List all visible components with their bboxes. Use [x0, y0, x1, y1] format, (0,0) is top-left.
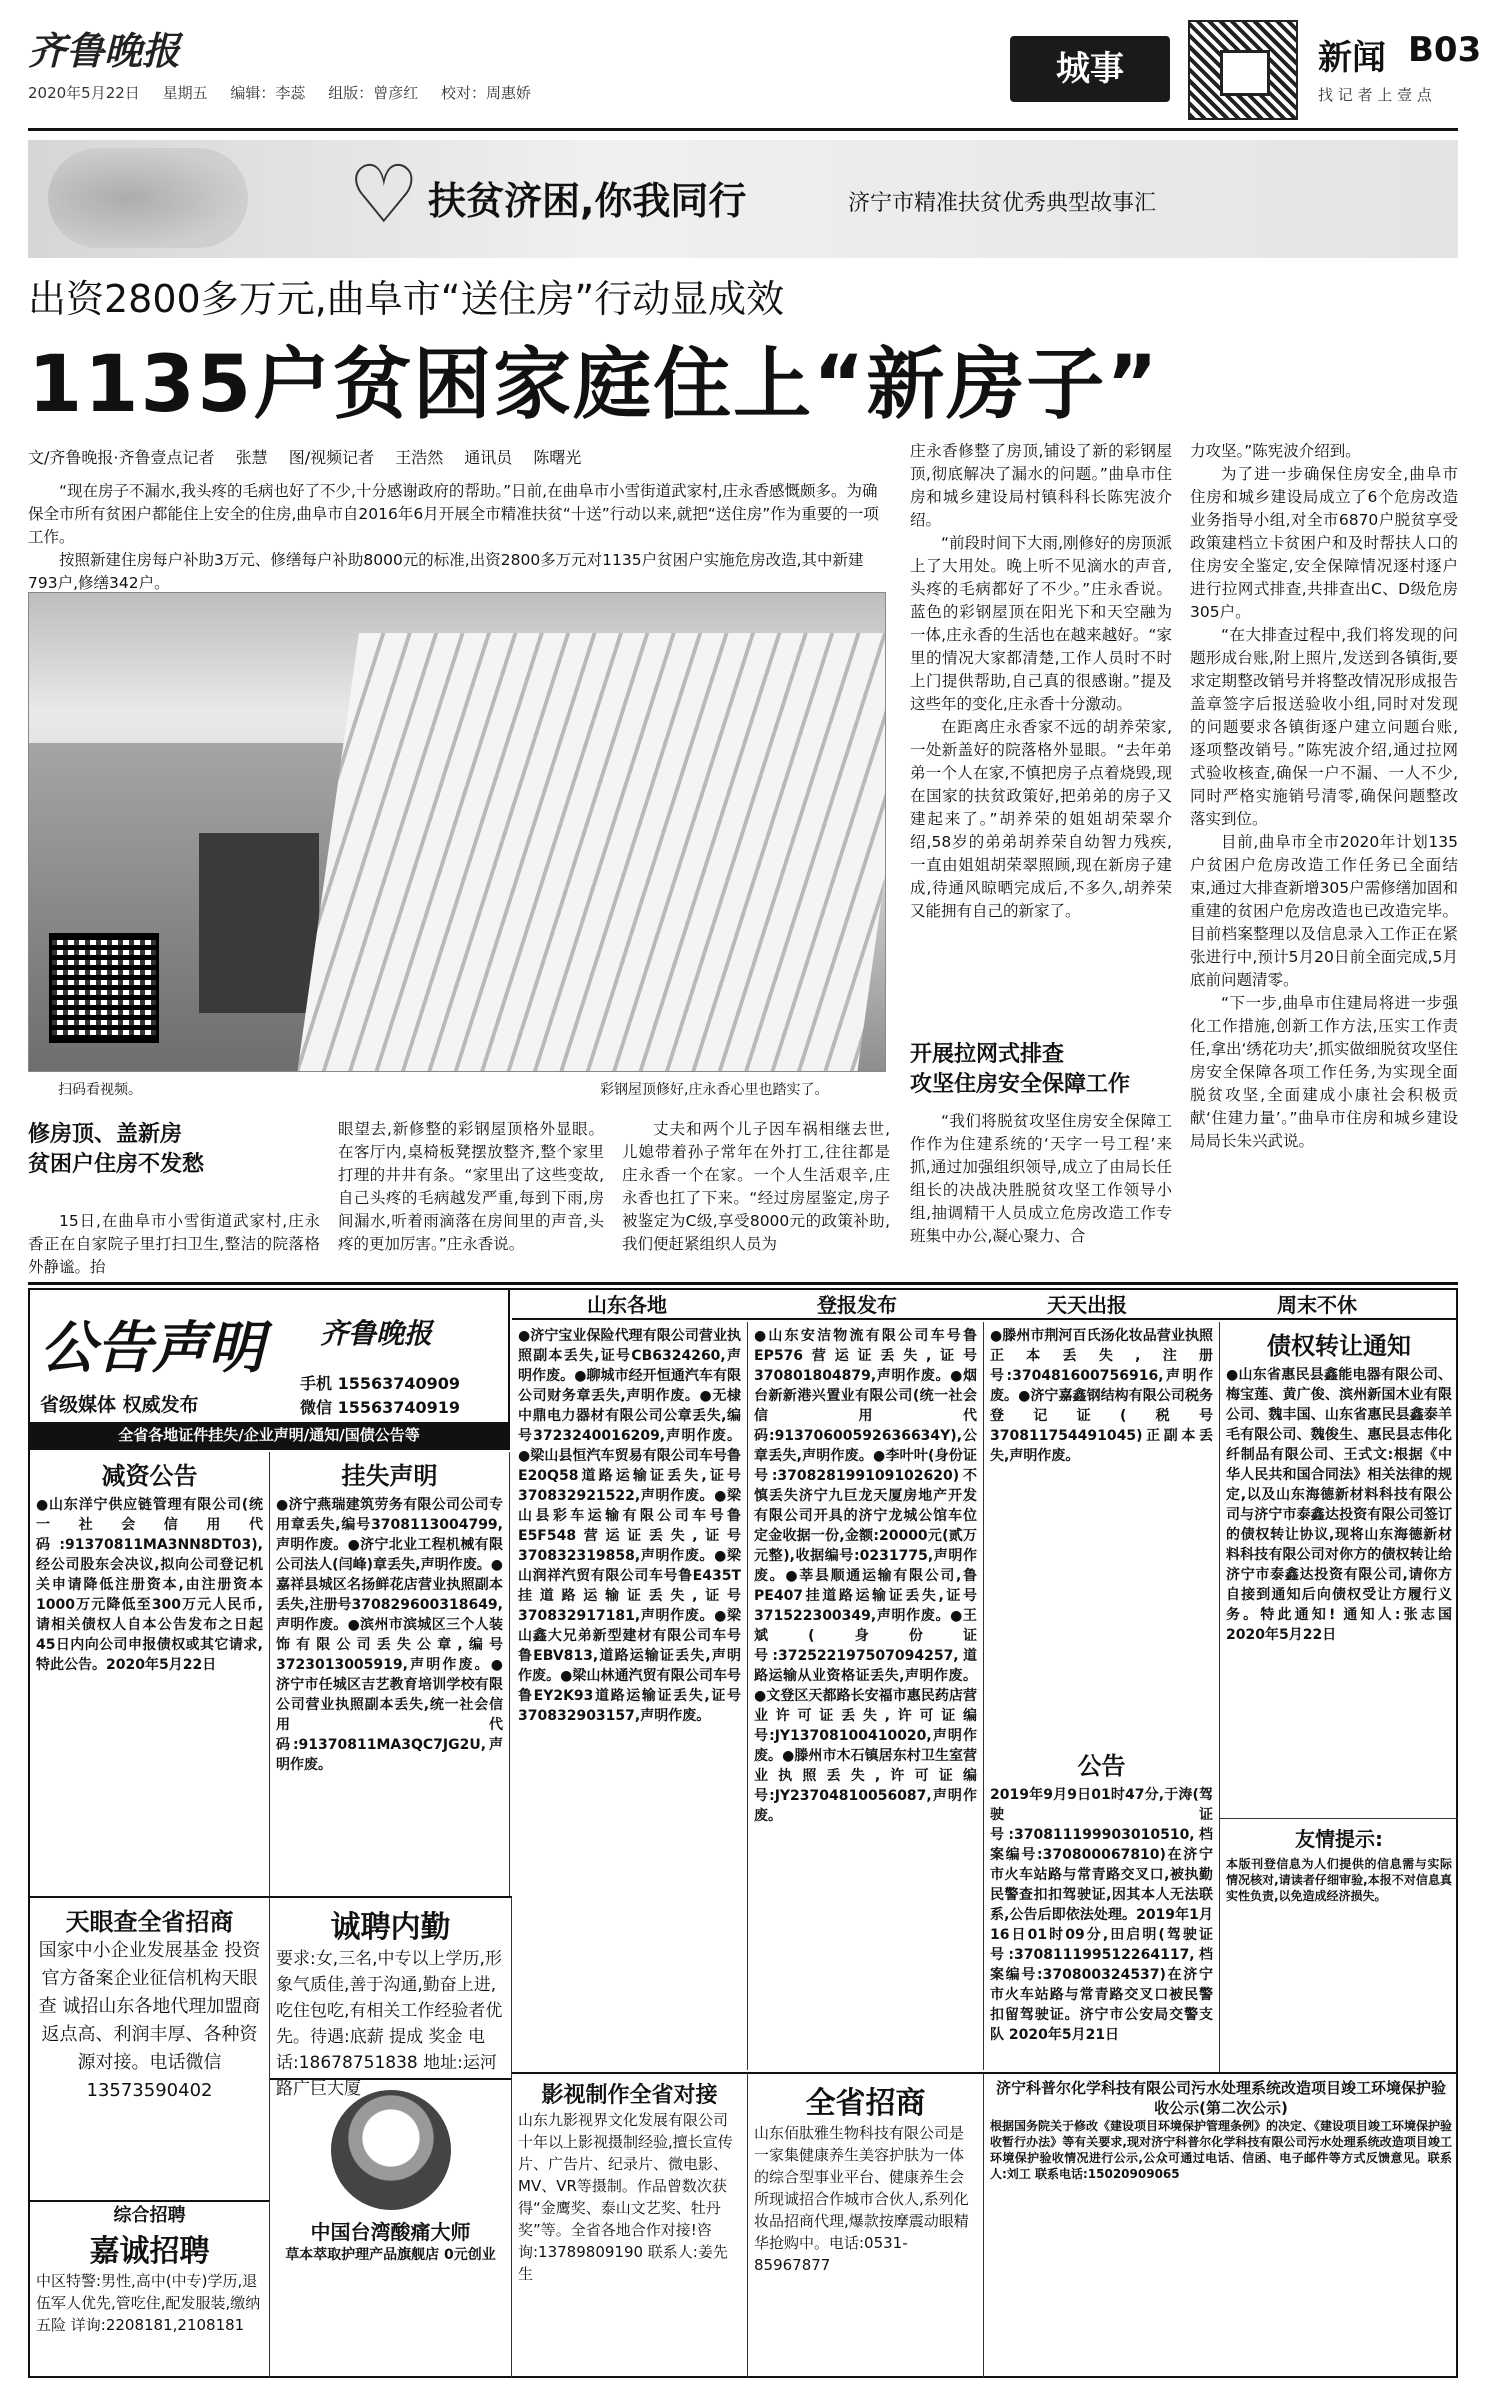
paragraph: 力攻坚。”陈宪波介绍到。	[1190, 442, 1361, 460]
paragraph: “我们将脱贫攻坚住房安全保障工作作为住建系统的‘天字一号工程’来抓,通过加强组织领导,成立了由局长任组长的决战决胜脱贫攻坚工作领导小组,抽调精干人员成立危房改造工作专班集中办公,凝心聚力、合	[910, 1112, 1172, 1245]
paragraph: “在大排查过程中,我们将发现的问题形成台账,附上照片,发送到各镇街,要求定期整改销号并将整改情况形成报告盖章签字后报送验收小组,同时对发现的问题要求各镇街逐户建立问题台账,逐项整改销号。”陈宪波介绍,通过拉网式验收核查,确保一户不漏、一人不少,同时严格实施销号清零,确保问题整改落实到位。	[1190, 626, 1458, 828]
topbar-item: 天天出报	[1047, 1293, 1127, 1317]
paragraph: 15日,在曲阜市小雪街道武家村,庄永香正在自家院子里打扫卫生,整洁的院落格外静谧。抬	[28, 1212, 320, 1276]
ad-text: ●山东洋宁供应链管理有限公司(统一社会信用代码:91370811MA3NN8DT03),经公司股东会决议,拟向公司登记机关申请降低注册资本,由注册资本1000万元降低至300万元人民币,请相关债权人自本公告发布之日起45日内向公司申报债权或其它请求,特此公告。2020年5月22日	[36, 1497, 263, 1673]
byline-part: 王浩然	[395, 448, 444, 467]
ad-title: 友情提示:	[1295, 1827, 1383, 1851]
video-qr-code-icon[interactable]	[49, 933, 159, 1043]
ad-title: 公告	[1077, 1752, 1126, 1780]
paragraph: 目前,曲阜市全市2020年计划135户贫困户危房改造工作任务已全面结束,通过大排查新增305户需修缮加固和重建的贫困户危房改造也已改造完毕。目前档案整理以及信息录入工作正在紧张进行中,预计5月20日前全面完成,5月底前问题清零。	[1190, 833, 1458, 989]
topbar-item: 周末不休	[1277, 1293, 1357, 1317]
ad-friendly-tip	[1220, 1818, 1458, 1968]
ad-text: ●山东安洁物流有限公司车号鲁EP576营运证丢失,证号370801804879,声明作废。●烟台新新港兴置业有限公司(统一社会信用代码:91370600592636634Y),公章丢失,声明作废。●李叶叶(身份证号:370828199109102620)不慎丢失济宁九巨龙天厦房地产开发有限公司开具的济宁龙城公馆车位定金收据一份,金额:20000元(贰万元整),收据编号:0231775,声明作废。●莘县顺通运输有限公司,鲁PE407挂道路运输证丢失,证号371522300349,声明作废。●王斌(身份证号:372522197507094257,道路运输从业资格证丢失,声明作废。●文登区天都路长安福市惠民药店营业许可证丢失,许可证编号:JY13708100410020,声明作废。●滕州市木石镇居东村卫生室营业执照丢失,许可证编号:JY23704810056087,声明作废。	[754, 1328, 977, 1824]
ad-text: 中区特警:男性,高中(中专)学历,退伍军人优先,管吃住,配发服装,缴纳五险 详询:2208181,2108181	[36, 2272, 261, 2334]
ad-title: 影视制作全省对接	[541, 2083, 718, 2108]
paragraph: “下一步,曲阜市住建局将进一步强化工作措施,创新工作方法,压实工作责任,拿出‘绣花功夫’,抓实做细脱贫攻坚住房安全保障各项工作任务,为实现全面脱贫攻坚,全面建成小康社会积极贡献‘住建力量’。”曲阜市住房和城乡建设局局长朱兴武说。	[1190, 994, 1458, 1150]
qr-code-icon	[1188, 20, 1298, 120]
ad-title: 综合招聘	[113, 2205, 186, 2226]
ads-topbar	[512, 1290, 1458, 1320]
ad-text: 2019年9月9日01时47分,于涛(驾驶证号:370811199903010510,档案编号:370800067810)在济宁市火车站路与常青路交叉口,被执勤民警查扣扣驾驶证,因其本人无法联系,公告后即依法处理。2019年1月16日01时09分,田启明(驾驶证号:370811199512264117,档案编号:370800324537)在济宁市火车站路与常青路交叉口被民警扣留驾驶证。济宁市公安局交警支队 2020年5月21日	[990, 1787, 1213, 2043]
ad-title: 诚聘内勤	[330, 1910, 451, 1945]
classified-ads	[28, 1288, 1458, 2378]
topbar-item: 山东各地	[587, 1293, 667, 1317]
subhead-line: 贫困户住房不发愁	[28, 1152, 205, 1177]
subhead-line: 攻坚住房安全保障工作	[910, 1072, 1131, 1097]
masthead	[28, 20, 1482, 140]
photo-steel-roof	[297, 633, 886, 1072]
photo-caption: 彩钢屋顶修好,庄永香心里也踏实了。	[600, 1082, 829, 1098]
banner-title: 扶贫济困,你我同行	[428, 179, 747, 223]
ad-pain-relief	[270, 2078, 512, 2378]
ad-text: 要求:女,三名,中专以上学历,形象气质佳,善于沟通,勤奋上进,吃住包吃,有相关工作经验者优先。待遇:底薪 提成 奖金 电话:18678751838 地址:运河路广巨大厦	[276, 1949, 503, 2099]
subhead-line: 开展拉网式排查	[910, 1042, 1065, 1067]
paragraph: “前段时间下大雨,刚修好的房顶派上了大用处。晚上听不见滴水的声音,头疼的毛病都好了不少。”庄永香说。蓝色的彩钢屋顶在阳光下和天空融为一体,庄永香的生活也在越来越好。“家里的情况大家都清楚,工作人员时不时上门提供帮助,自己真的很感谢。”提及这些年的变化,庄永香十分激动。	[910, 534, 1172, 713]
article-headline: 1135户贫困家庭住上“新房子”	[28, 340, 1160, 430]
ad-environment-notice	[984, 2072, 1458, 2372]
paragraph: 在距离庄永香家不远的胡养荣家,一处新盖好的院落格外显眼。“去年弟弟一个人在家,不慎把房子点着烧毁,现在国家的扶贫政策好,把弟弟的房子又建起来了。”胡养荣的姐姐胡荣翠介绍,58岁的弟弟胡养荣自幼智力残疾,一直由姐姐胡荣翠照顾,现在新房子建成,待通风晾晒完成后,不多久,胡养荣又能拥有自己的新家了。	[910, 718, 1172, 920]
ad-text: 根据国务院关于修改《建设项目环境保护管理条例》的决定、《建设项目竣工环境保护验收暂行办法》等有关要求,现对济宁科普尔化学科技有限公司污水处理系统改造项目竣工环境保护验收情况进行公示,公众可通过电话、信函、电子邮件等方式反馈意见。联系人:刘工 联系电话:15020909065	[990, 2119, 1453, 2181]
ad-listings	[748, 1322, 984, 2070]
paragraph: 为了进一步确保住房安全,曲阜市住房和城乡建设局成立了6个危房改造业务指导小组,对全市6870户脱贫享受政策建档立卡贫困户和及时帮扶人口的住房安全鉴定,安全保障情况逐村逐户进行拉网式排查,共排查出C、D级危房305户。	[1190, 465, 1458, 621]
ad-title: 债权转让通知	[1267, 1332, 1411, 1360]
ad-subtitle: 嘉诚招聘	[89, 2234, 210, 2269]
ad-text: 草本萃取护理产品旗舰店 0元创业	[285, 2247, 496, 2263]
article-column	[910, 440, 1172, 923]
subhead-1	[28, 1120, 328, 1180]
ad-text: ●山东省惠民县鑫能电器有限公司、梅宝莲、黄广俊、滨州新国木业有限公司、魏丰国、山东省惠民县鑫泰羊毛有限公司、魏俊生、惠民县志伟化纤制品有限公司、王式文:根据《中华人民共和国合同法》相关法律的规定,以及山东海德新材料科技有限公司与济宁市泰鑫达投资有限公司签订的债权转让协议,现将山东海德新材料科技有限公司对你方的债权转让给济宁市泰鑫达投资有限公司,请你方自接到通知后向债权受让方履行义务。特此通知! 通知人:张志国 2020年5月22日	[1226, 1367, 1452, 1643]
editor-credit: 编辑：李蕊	[230, 84, 306, 102]
masthead-divider	[28, 128, 1458, 131]
ads-header-logo: 齐鲁晚报	[320, 1317, 433, 1350]
ad-text: 山东九影视界文化发展有限公司十年以上影视摄制经验,擅长宣传片、广告片、纪录片、微电影、MV、VR等摄制。作品曾数次获得“金鹰奖、泰山文艺奖、牡丹奖”等。全省各地合作对接!咨询:13789809190 联系人:姜先生	[518, 2111, 733, 2283]
ad-text: 山东佰肽雅生物科技有限公司是一家集健康养生美容护肤为一体的综合型事业平台、健康养生会所现诚招合作城市合伙人,系列化妆品招商代理,爆款按摩震动眼精华抢购中。电话:0531-85967877	[754, 2124, 969, 2274]
lead-paragraph: 按照新建住房每户补助3万元、修缮每户补助8000元的标准,出资2800多万元对1135户贫困户实施危房改造,其中新建793户,修缮342户。	[28, 551, 864, 592]
proof-credit: 校对：周惠娇	[440, 84, 531, 102]
section-tab: 城事	[1010, 36, 1170, 102]
find-reporter: 找 记 者 上 壹 点	[1318, 86, 1432, 104]
issue-weekday: 星期五	[162, 84, 208, 102]
article-photo	[28, 592, 886, 1072]
ad-title: 中国台湾酸痛大师	[310, 2220, 471, 2244]
ads-wechat: 微信 15563740919	[300, 1398, 461, 1417]
byline	[28, 445, 597, 468]
ad-general-hiring	[30, 2200, 270, 2378]
ads-phone: 手机 15563740909	[300, 1374, 461, 1393]
article-column	[338, 1118, 604, 1256]
photo-door	[199, 833, 319, 1013]
ad-listings	[984, 1322, 1220, 1742]
banner-subtitle: 济宁市精准扶贫优秀典型故事汇	[848, 191, 1157, 216]
ad-title: 全省招商	[805, 2086, 926, 2121]
ad-film-production	[512, 2072, 748, 2378]
byline-part: 文/齐鲁晚报·齐鲁壹点记者	[28, 448, 215, 467]
article-lead	[28, 480, 888, 595]
portrait-illustration	[331, 2090, 451, 2210]
ad-title: 挂失声明	[341, 1462, 438, 1490]
ad-text: ●济宁宝业保险代理有限公司营业执照副本丢失,证号CB6324260,声明作废。●聊城市经开恒通汽车有限公司财务章丢失,声明作废。●无棣中鼎电力器材有限公司公章丢失,编号3723240016209,声明作废。●梁山县恒汽车贸易有限公司车号鲁E20Q58道路运输证丢失,证号370832921522,声明作废。●梁山县彩车运输有限公司车号鲁E5F548营运证丢失,证号370832319858,声明作废。●梁山润祥汽贸有限公司车号鲁E435T挂道路运输证丢失,证号370832917181,声明作废。●梁山鑫大兄弟新型建材有限公司车号鲁EBV813,道路运输证丢失,声明作废。●梁山林通汽贸有限公司车号鲁EY2K93道路运输证丢失,证号370832903157,声明作废。	[518, 1328, 741, 1724]
ad-text: ●滕州市荆河百氏汤化妆品营业执照正本丢失,注册号:370481600756916,声明作废。●济宁嘉鑫钢结构有限公司税务登记证(税号370811754491045)正副本丢失,声明作废。	[990, 1328, 1213, 1464]
ad-text: 本版刊登信息为人们提供的信息需与实际情况核对,请读者仔细审验,本报不对信息真实性负责,以免造成经济损失。	[1226, 1857, 1452, 1903]
heart-icon: ♡	[348, 148, 420, 241]
article-kicker: 出资2800多万元,曲阜市“送住房”行动显成效	[28, 277, 785, 321]
ad-loss-notice	[270, 1452, 510, 1896]
article-column	[910, 1110, 1172, 1248]
ads-header-title: 公告声明	[40, 1316, 264, 1381]
topbar-item: 登报发布	[817, 1293, 897, 1317]
ad-title: 济宁科普尔化学科技有限公司污水处理系统改造项目竣工环境保护验收公示(第二次公示)	[995, 2079, 1446, 2117]
byline-part: 张慧	[235, 448, 268, 467]
article-column	[28, 1210, 320, 1279]
lead-paragraph: “现在房子不漏水,我头疼的毛病也好了不少,十分感谢政府的帮助。”日前,在曲阜市小雪街道武家村,庄永香感慨颇多。为确保全市所有贫困户都能住上安全的住房,曲阜市自2016年6月开展全市精准扶贫“十送”行动以来,就把“送住房”作为重要的一项工作。	[28, 482, 879, 546]
news-label: 新闻	[1318, 38, 1386, 78]
ads-slogan: 省级媒体 权威发布	[40, 1394, 199, 1416]
byline-part: 陈曙光	[533, 448, 582, 467]
paragraph: 丈夫和两个儿子因车祸相继去世,儿媳带着孙子常年在外打工,往往都是庄永香一个在家。一个人生活艰辛,庄永香也扛了下来。“经过房屋鉴定,房子被鉴定为C级,享受8000元的政策补助,我们便赶紧组织人员为	[622, 1120, 890, 1253]
paragraph: 庄永香修整了房顶,铺设了新的彩钢屋顶,彻底解决了漏水的问题。”曲阜市住房和城乡建设局村镇科科长陈宪波介绍。	[910, 442, 1172, 529]
ad-text: ●济宁燕瑞建筑劳务有限公司公司专用章丢失,编号3708113004799,声明作废。●济宁北业工程机械有限公司法人(闫峰)章丢失,声明作废。●嘉祥县城区名扬鲜花店营业执照副本丢失,注册号370829600318649,声明作废。●滨州市滨城区三个人装饰有限公司丢失公章,编号3723013005919,声明作废。●济宁市任城区吉艺教育培训学校有限公司营业执照副本丢失,统一社会信用代码:91370811MA3QC7JG2U,声明作废。	[276, 1497, 503, 1773]
ad-public-notice	[984, 1742, 1220, 2072]
ad-listings	[512, 1322, 748, 2070]
ad-capital-reduction	[30, 1452, 270, 1896]
byline-part: 图/视频记者	[288, 448, 375, 467]
ads-header	[30, 1290, 510, 1450]
article-column	[622, 1118, 890, 1256]
feature-banner	[28, 140, 1458, 258]
ads-contact	[300, 1372, 460, 1420]
paragraph: 眼望去,新修整的彩钢屋顶格外显眼。在客厅内,桌椅板凳摆放整齐,整个家里打理的井井有条。“家里出了这些变故,自己头疼的毛病越发严重,每到下雨,房间漏水,听着雨滴落在房间里的声音,头疼的更加厉害。”庄永香说。	[338, 1120, 604, 1253]
byline-part: 通讯员	[464, 448, 513, 467]
subhead-line: 修房顶、盖新房	[28, 1122, 183, 1147]
subhead-2	[910, 1040, 1172, 1100]
ad-tianyancha	[30, 1896, 270, 2200]
ads-scope: 全省各地证件挂失/企业声明/通知/国债公告等	[30, 1422, 508, 1448]
ad-debt-transfer	[1220, 1322, 1458, 1818]
dateline	[28, 82, 549, 103]
handshake-icon	[48, 148, 248, 248]
photo-caption-video: 扫码看视频。	[58, 1082, 142, 1098]
ad-title: 减资公告	[101, 1462, 198, 1490]
ads-divider	[28, 1282, 1458, 1285]
ad-franchise	[748, 2072, 984, 2378]
article-column	[1190, 440, 1458, 1153]
issue-date: 2020年5月22日	[28, 84, 140, 102]
ad-title: 天眼查全省招商	[65, 1908, 234, 1936]
newspaper-logo: 齐鲁晚报	[28, 28, 181, 73]
ad-text: 国家中小企业发展基金 投资官方备案企业征信机构天眼查 诚招山东各地代理加盟商 返点高、利润丰厚、各种资源对接。电话微信 13573590402	[38, 1940, 261, 2101]
page-number: B03	[1408, 30, 1482, 70]
designer-credit: 组版：曾彦红	[328, 84, 419, 102]
